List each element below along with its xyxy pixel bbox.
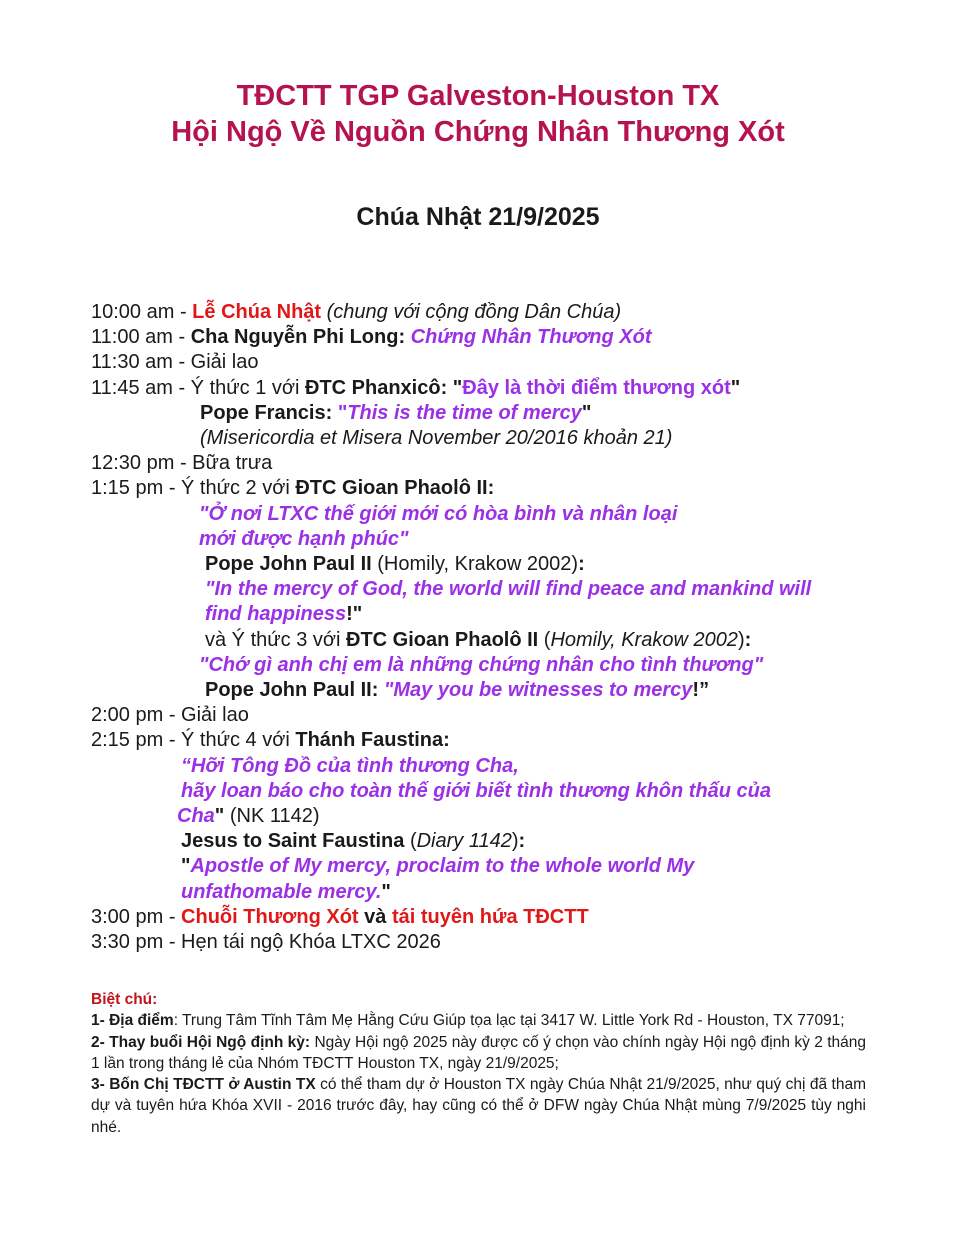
source: Homily, Krakow 2002 (550, 628, 738, 651)
time: 3:00 pm - (91, 905, 182, 928)
speaker: Pope Francis: (200, 401, 338, 424)
time: 1:15 pm - Ý thức 2 với (91, 477, 296, 500)
quote: Đây là thời điểm thương xót (462, 376, 731, 399)
quote-close: " (581, 401, 592, 424)
note-3 (91, 1074, 866, 1138)
time: 11:00 am - (91, 326, 191, 349)
quote: find happiness (205, 603, 347, 626)
quote: This is the time of mercy (347, 401, 582, 424)
colon: : (518, 830, 526, 853)
schedule-line-0300 (91, 905, 891, 930)
note-text: Ngày Hội ngộ 2025 này được cố ý chọn vào chính ngày Hội ngộ định kỳ 2 tháng 1 lần trong tháng lẻ của Nhóm TĐCTT Houston TX, ngày 21/9/2025; (91, 1033, 866, 1072)
pope-francis-line (91, 401, 891, 426)
source: (Homily, Krakow 2002) (371, 553, 579, 576)
speaker: Pope John Paul II (205, 553, 372, 576)
quote-vn-1: "Ở nơi LTXC thế giới mới có hòa bình và nhân loại (199, 502, 678, 525)
quote-close: " (214, 805, 225, 828)
note-1 (91, 1010, 866, 1031)
page-subtitle: Hội Ngộ Về Nguồn Chứng Nhân Thương Xót (171, 116, 785, 148)
mass-label: Lễ Chúa Nhật (192, 301, 322, 323)
schedule-line-1230: 12:30 pm - Bữa trưa (91, 452, 273, 475)
source-close: ) (737, 628, 745, 651)
source-open: ( (404, 830, 417, 853)
source-open: ( (538, 628, 551, 651)
source-close: ) (511, 830, 519, 853)
quote-close: " (730, 376, 741, 399)
schedule-line-0115 (91, 476, 891, 501)
faustina-quote-vn-2: hãy loan báo cho toàn thế giới biết tình thương khôn thấu của (181, 779, 772, 802)
reference: (NK 1142) (224, 805, 320, 828)
event-date: Chúa Nhật 21/9/2025 (356, 203, 600, 231)
faustina-quote-vn-3 (91, 804, 891, 829)
notes-section (91, 989, 866, 1138)
pope-jp2-line (91, 552, 891, 577)
source: Diary 1142 (416, 830, 512, 853)
schedule-line-1130: 11:30 am - Giải lao (91, 351, 259, 374)
quote: unfathomable mercy. (181, 880, 382, 903)
note-label: 1- Địa điểm (91, 1012, 174, 1030)
schedule-line-0330: 3:30 pm - Hẹn tái ngộ Khóa LTXC 2026 (91, 931, 441, 954)
time: 2:15 pm - Ý thức 4 với (91, 729, 296, 752)
quote-vn-2: mới được hạnh phúc" (199, 527, 409, 550)
schedule-line-1100 (91, 325, 891, 350)
time: 11:45 am - Ý thức 1 với (91, 376, 305, 399)
faustina-quote-vn-1: “Hỡi Tông Đồ của tình thương Cha, (181, 754, 519, 777)
intro: và Ý thức 3 với (205, 628, 346, 651)
chaplet-label: Chuỗi Thương Xót (181, 905, 359, 928)
schedule (91, 300, 891, 955)
quote-end: !" (346, 603, 363, 626)
quote-en-1: "In the mercy of God, the world will find peace and mankind will (205, 578, 812, 601)
schedule-line-0200: 2:00 pm - Giải lao (91, 704, 249, 727)
speaker: Jesus to Saint Faustina (181, 830, 405, 853)
topic: Chứng Nhân Thương Xót (405, 326, 652, 349)
quote-close: " (381, 880, 391, 903)
notes-heading: Biệt chú: (91, 991, 158, 1008)
note-label: 2- Thay buổi Hội Ngộ định kỳ: (91, 1033, 311, 1051)
speaker: Cha Nguyễn Phi Long: (190, 326, 406, 349)
quote: Apostle of My mercy, proclaim to the whole world My (190, 855, 695, 878)
speaker: Pope John Paul II: (205, 679, 384, 702)
page-title: TĐCTT TGP Galveston-Houston TX (236, 80, 720, 112)
faustina-diary-line (91, 829, 891, 854)
speaker: ĐTC Phanxicô: (305, 376, 453, 399)
quote-open: " (181, 855, 191, 878)
time: 10:00 am - (91, 301, 193, 323)
consciousness-3-line (91, 628, 891, 653)
quote: "May you be witnesses to mercy (383, 679, 693, 702)
speaker: ĐTC Gioan Phaolô II (346, 628, 539, 651)
speaker: ĐTC Gioan Phaolô II: (295, 477, 495, 500)
quote-open: " (452, 376, 463, 399)
schedule-line-0215 (91, 728, 891, 753)
speaker: Thánh Faustina: (295, 729, 450, 752)
mass-note: (chung với cộng đồng Dân Chúa) (321, 301, 622, 323)
faustina-quote-en-1 (91, 854, 891, 879)
quote-open: " (337, 401, 348, 424)
quote-vn-3: "Chớ gì anh chị em là những chứng nhân cho tình thương" (199, 653, 764, 676)
pope-jp2-quote-line (91, 678, 891, 703)
schedule-line-1000 (91, 300, 891, 325)
note-text: : Trung Tâm Tĩnh Tâm Mẹ Hằng Cứu Giúp tọa lạc tại 3417 W. Little York Rd - Houston, TX 77091; (173, 1012, 845, 1030)
citation: (Misericordia et Misera November 20/2016 khoản 21) (200, 427, 673, 450)
schedule-line-1145 (91, 376, 891, 401)
note-label: 3- Bốn Chị TĐCTT ở Austin TX (91, 1076, 316, 1094)
quote-en-2 (91, 602, 891, 627)
quote: Cha (177, 805, 215, 828)
renewal-label: tái tuyên hứa TĐCTT (391, 905, 589, 928)
note-text: có thể tham dự ở Houston TX ngày Chúa Nhật 21/9/2025, như quý chị đã tham dự và tuyên hứa Khóa XVII - 2016 trước đây, hay cũng có thể ở DFW ngày Chúa Nhật mùng 7/9/2025 tùy nghi nhé. (91, 1076, 866, 1136)
colon: : (744, 628, 752, 651)
faustina-quote-en-2 (91, 880, 891, 905)
note-2 (91, 1032, 866, 1075)
quote-end: !” (692, 679, 710, 702)
colon: : (578, 553, 585, 576)
conjunction: và (358, 905, 392, 928)
